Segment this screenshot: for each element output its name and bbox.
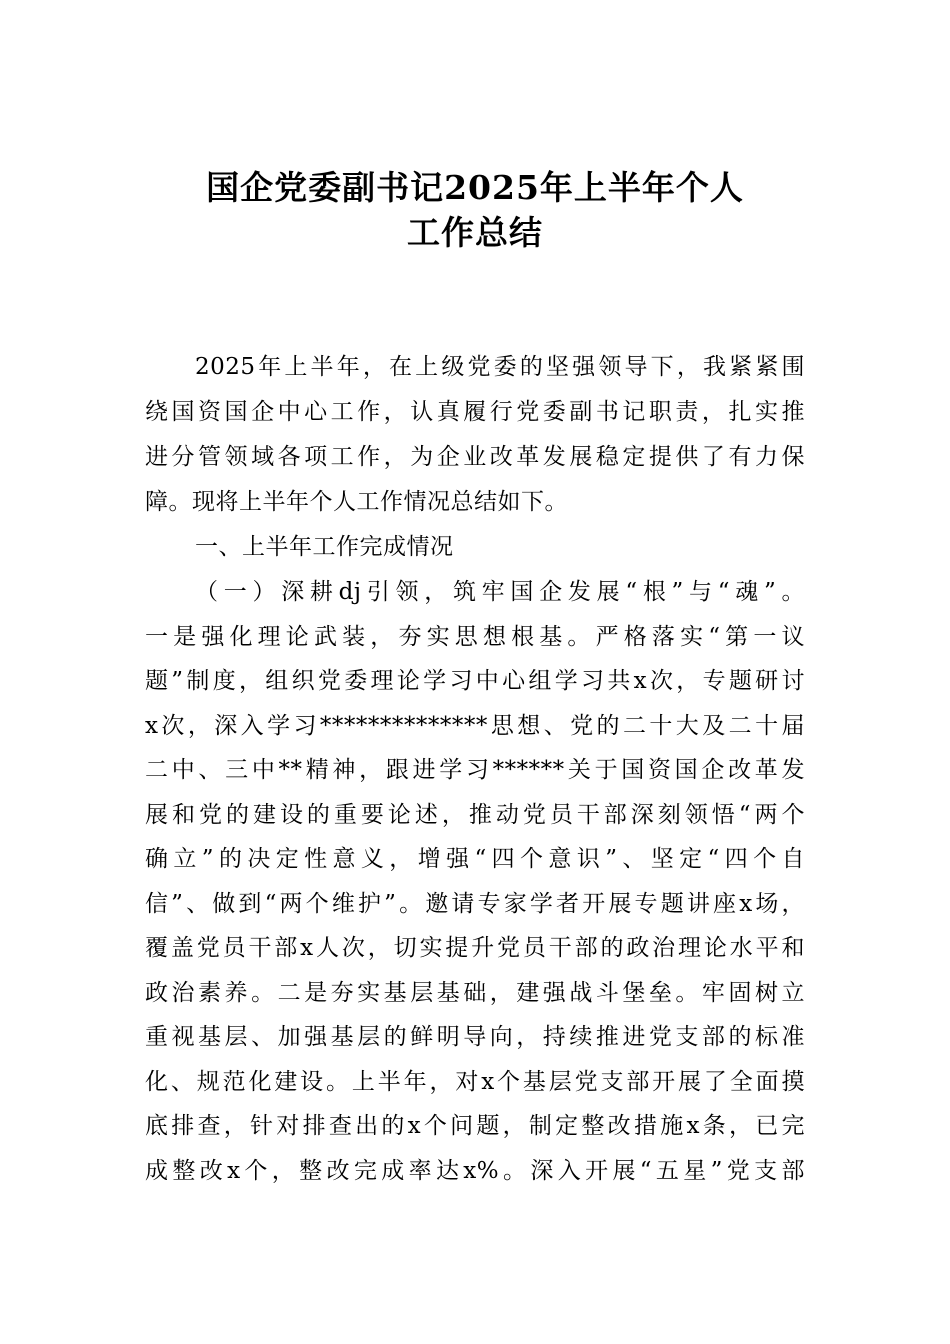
body-line: 二中、三中**精神，跟进学习******关于国资国企改革发 xyxy=(145,757,805,783)
intro-line: 2025年上半年，在上级党委的坚强领导下，我紧紧围 xyxy=(195,354,805,380)
body-line: 化、规范化建设。上半年，对x个基层党支部开展了全面摸 xyxy=(145,1069,805,1095)
body-line: x次，深入学习**************思想、党的二十大及二十届 xyxy=(145,713,805,739)
document-title-line-2: 工作总结 xyxy=(407,213,543,252)
section-heading: 一、上半年工作完成情况 xyxy=(195,534,454,560)
intro-line: 障。现将上半年个人工作情况总结如下。 xyxy=(145,489,568,515)
body-line: 信”、做到“两个维护”。邀请专家学者开展专题讲座x场， xyxy=(145,891,805,917)
body-line: 题”制度，组织党委理论学习中心组学习共x次，专题研讨 xyxy=(145,668,805,694)
subsection-heading: （一）深耕dj引领，筑牢国企发展“根”与“魂”。 xyxy=(195,579,805,605)
body-line: 政治素养。二是夯实基层基础，建强战斗堡垒。牢固树立 xyxy=(145,980,805,1006)
body-line: 一是强化理论武装，夯实思想根基。严格落实“第一议 xyxy=(145,624,805,650)
body-line: 底排查，针对排查出的x个问题，制定整改措施x条，已完 xyxy=(145,1113,805,1139)
intro-line: 进分管领域各项工作，为企业改革发展稳定提供了有力保 xyxy=(145,444,805,470)
document-title-line-1: 国企党委副书记2025年上半年个人 xyxy=(206,168,744,207)
body-line: 展和党的建设的重要论述，推动党员干部深刻领悟“两个 xyxy=(145,802,805,828)
body-line: 确立”的决定性意义，增强“四个意识”、坚定“四个自 xyxy=(145,846,805,872)
intro-line: 绕国资国企中心工作，认真履行党委副书记职责，扎实推 xyxy=(145,399,805,425)
body-line: 覆盖党员干部x人次，切实提升党员干部的政治理论水平和 xyxy=(145,935,805,961)
body-line: 成整改x个，整改完成率达x%。深入开展“五星”党支部 xyxy=(145,1158,805,1184)
body-line: 重视基层、加强基层的鲜明导向，持续推进党支部的标准 xyxy=(145,1024,805,1050)
